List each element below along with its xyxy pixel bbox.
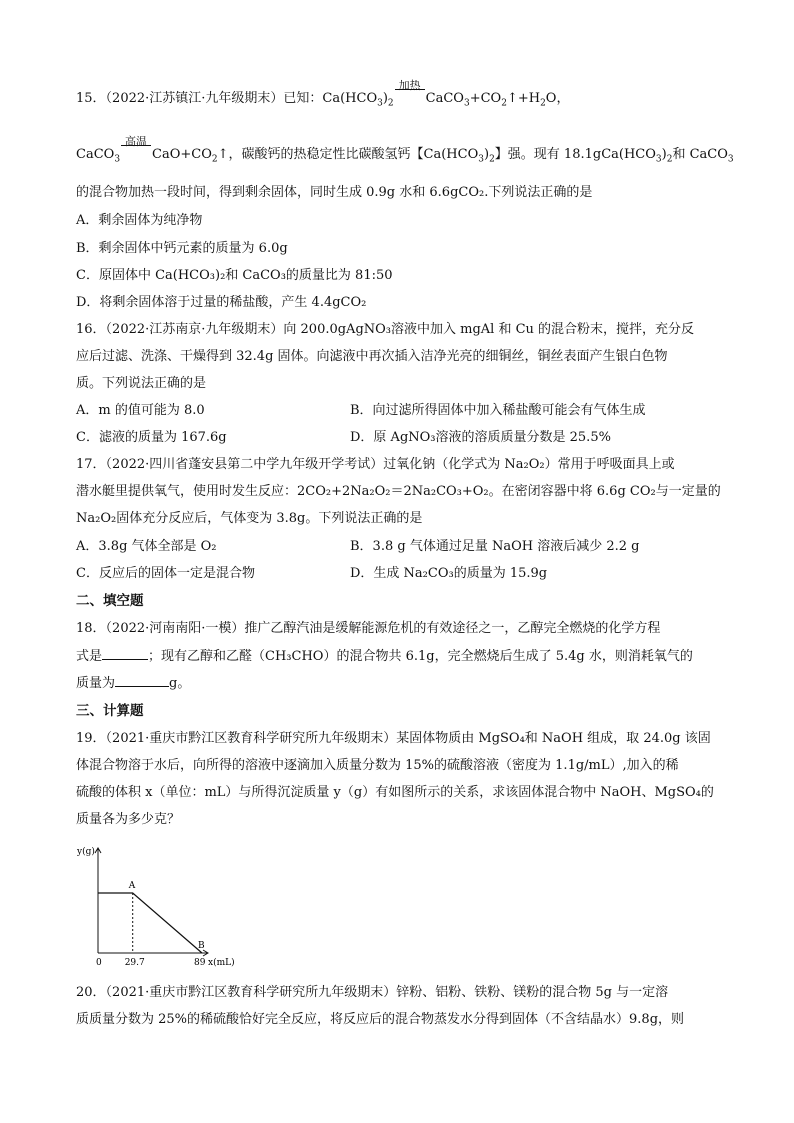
q15-line2: CaCO$_3$ 高温 $CaO+CO_2↑$，碳酸钙的热稳定性比碳酸氢钙【$Ca(HCO_3)_2$】强。现有 $18.1gCa(HCO_3)_2$和 CaCO$_3$ — [76, 135, 734, 165]
heat-condition: 加热 — [395, 90, 425, 108]
q16-option-b: B．向过滤所得固体中加入稀盐酸可能会有气体生成 — [350, 403, 646, 418]
section-heading-calculation: 三、计算题 — [76, 703, 144, 719]
q16-line2: 应后过滤、洗涤、干燥得到 32.4g 固体。向滤液中再次插入洁净光亮的细铜丝，铜丝表面产生银白色物 — [76, 349, 668, 364]
section-heading-fill-in: 二、填空题 — [76, 593, 144, 609]
q17-option-b: B．3.8 g 气体通过足量 NaOH 溶液后减少 2.2 g — [350, 539, 640, 554]
q15-line1: 15．（2022·江苏镇江·九年级期末）已知：$Ca(HCO_3)_2$ 加热 $CaCO_3+CO_2↑+H_2O$， — [76, 79, 570, 109]
precipitate-series-line — [98, 893, 202, 953]
q16-option-c: C．滤液的质量为 167.6g — [76, 430, 227, 445]
q19-line2: 体混合物溶于水后，向所得的溶液中逐滴加入质量分数为 15%的硫酸溶液（密度为 1.1g/mL）,加入的稀 — [76, 758, 679, 773]
q17-line3: Na₂O₂固体充分反应后，气体变为 3.8g。下列说法正确的是 — [76, 511, 423, 526]
q16-option-d: D．原 AgNO₃溶液的溶质质量分数是 25.5% — [350, 430, 611, 445]
q16-line1: 16．（2022·江苏南京·九年级期末）向 200.0gAgNO₃溶液中加入 mgAl 和 Cu 的混合粉末，搅拌，充分反 — [76, 322, 695, 337]
q19-line3: 硫酸的体积 x（单位：mL）与所得沉淀质量 y（g）有如图所示的关系，求该固体混合物中 NaOH、MgSO₄的 — [76, 785, 714, 800]
x-axis-label: x(mL) — [208, 958, 235, 968]
q19-precipitate-chart — [76, 840, 235, 975]
q18-answer-blank-2 — [115, 674, 169, 687]
point-label-b: B — [198, 941, 205, 951]
q15-option-c: C．原固体中 Ca(HCO₃)₂和 CaCO₃的质量比为 81:50 — [76, 268, 393, 283]
x-tick-label: 29.7 — [124, 958, 145, 968]
x-tick-label: 89 — [194, 958, 206, 968]
q19-line4: 质量各为多少克？ — [76, 812, 181, 827]
q17-option-d: D．生成 Na₂CO₃的质量为 15.9g — [350, 566, 548, 581]
q15-option-b: B．剩余固体中钙元素的质量为 6.0g — [76, 241, 288, 256]
q16-option-a: A．m 的值可能为 8.0 — [76, 403, 205, 418]
q15-line3: 的混合物加热一段时间，得到剩余固体，同时生成 0.9g 水和 6.6gCO₂.下列说法正确的是 — [76, 185, 593, 200]
q18-line2: 式是 ；现有乙醇和乙醛（CH₃CHO）的混合物共 6.1g，完全燃烧后生成了 5.4g 水，则消耗氧气的 — [76, 649, 693, 664]
q17-option-a: A．3.8g 气体全部是 O₂ — [76, 539, 217, 554]
q15-option-a: A．剩余固体为纯净物 — [76, 213, 203, 228]
q20-line2: 质质量分数为 25%的稀硫酸恰好完全反应，将反应后的混合物蒸发水分得到固体（不含结晶水）9.8g，则 — [76, 1012, 685, 1027]
q16-line3: 质。下列说法正确的是 — [76, 376, 207, 391]
q18-line1: 18．（2022·河南南阳·一模）推广乙醇汽油是缓解能源危机的有效途径之一，乙醇完全燃烧的化学方程 — [76, 621, 661, 636]
q20-line1: 20．（2021·重庆市黔江区教育科学研究所九年级期末）锌粉、铝粉、铁粉、镁粉的混合物 5g 与一定溶 — [76, 985, 669, 1000]
point-label-a: A — [128, 881, 136, 891]
q18-line3: 质量为 g。 — [76, 676, 191, 691]
q19-line1: 19．（2021·重庆市黔江区教育科学研究所九年级期末）某固体物质由 MgSO₄和 NaOH 组成，取 24.0g 该固 — [76, 731, 711, 746]
q17-line2: 潜水艇里提供氧气，使用时发生反应：2CO₂+2Na₂O₂＝2Na₂CO₃+O₂。在密闭容器中将 6.6g CO₂与一定量的 — [76, 484, 721, 499]
x-tick-label: 0 — [96, 958, 102, 968]
q17-option-c: C．反应后的固体一定是混合物 — [76, 566, 255, 581]
q17-line1: 17．（2022·四川省蓬安县第二中学九年级开学考试）过氧化钠（化学式为 Na₂O₂）常用于呼吸面具上或 — [76, 457, 675, 472]
q15-option-d: D．将剩余固体溶于过量的稀盐酸，产生 4.4gCO₂ — [76, 295, 367, 310]
high-temp-condition: 高温 — [121, 146, 151, 164]
q18-answer-blank-1 — [102, 647, 148, 660]
y-axis-label: y(g) — [77, 847, 95, 857]
